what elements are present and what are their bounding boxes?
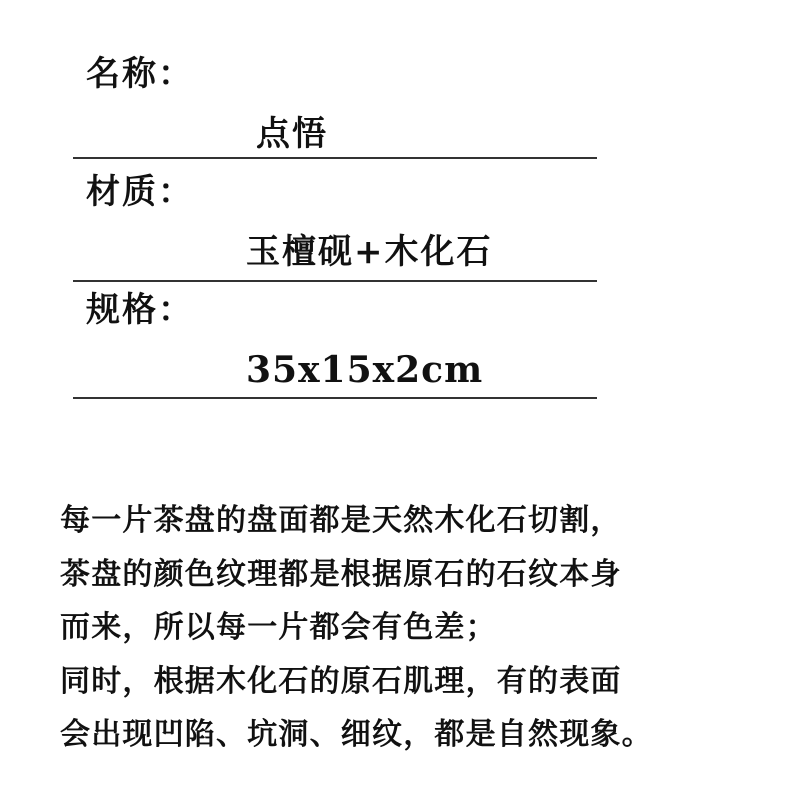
name-label: 名称： xyxy=(86,54,194,94)
notes-paragraph xyxy=(60,494,780,762)
size-value: 35x15x2cm xyxy=(246,349,484,391)
size-label: 规格： xyxy=(86,290,194,330)
material-label: 材质： xyxy=(86,172,194,212)
divider-line xyxy=(73,280,597,282)
name-value: 点悟 xyxy=(256,114,328,154)
note-line: 同时，根据木化石的原石肌理，有的表面 xyxy=(60,663,622,699)
divider-line xyxy=(73,157,597,159)
divider-line xyxy=(73,397,597,399)
note-line: 茶盘的颜色纹理都是根据原石的石纹本身 xyxy=(60,556,622,592)
note-line: 会出现凹陷、坑洞、细纹，都是自然现象。 xyxy=(60,717,653,752)
material-value: 玉檀砚+木化石 xyxy=(246,232,493,272)
note-line: 每一片茶盘的盘面都是天然木化石切割， xyxy=(60,503,622,538)
note-line: 而来，所以每一片都会有色差； xyxy=(60,610,497,645)
